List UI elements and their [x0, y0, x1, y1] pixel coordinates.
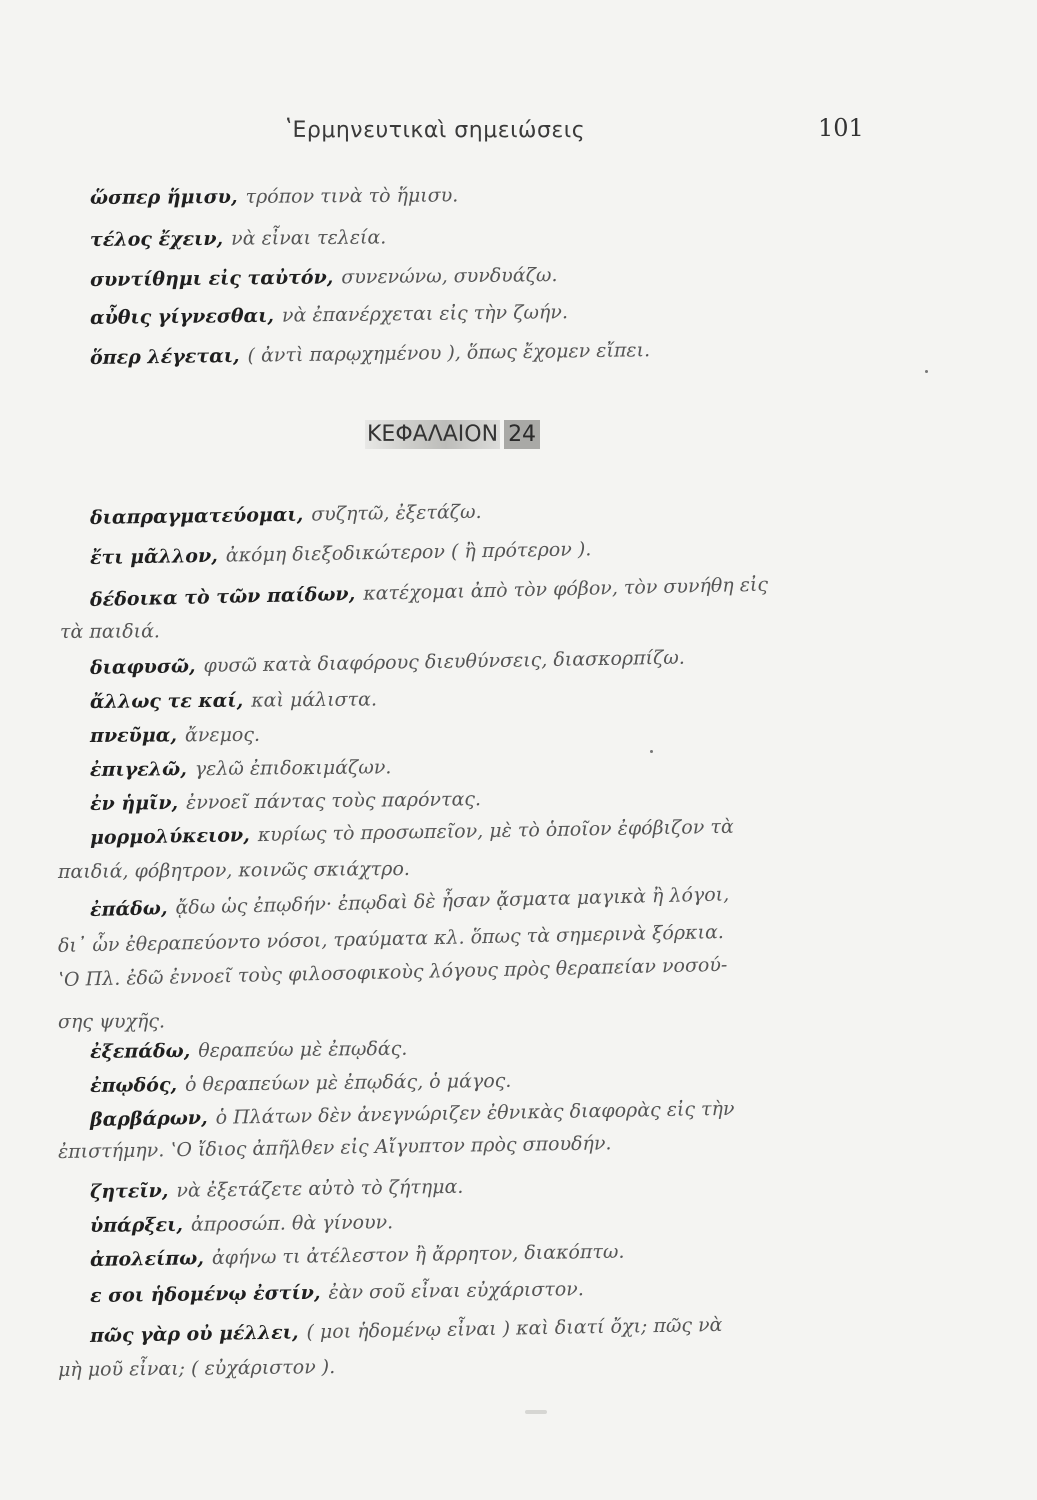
entry: ὑπάρξει, ἀπροσώπ. θὰ γίνουν. [89, 1211, 394, 1237]
entry: διαφυσῶ, φυσῶ κατὰ διαφόρους διευθύνσεις, διασκορπίζω. [89, 646, 686, 679]
entry: ἐπιγελῶ, γελῶ ἐπιδοκιμάζων. [89, 756, 392, 781]
page-number: 101 [818, 114, 864, 142]
entry: ὥσπερ ἥμισυ, τρόπον τινὰ τὸ ἥμισυ. [89, 184, 459, 209]
speck [650, 750, 653, 753]
entry-continuation: ἐπιστήμην. ʽΟ ἴδιος ἀπῆλθεν εἰς Αἴγυπτον πρὸς σπουδήν. [57, 1132, 612, 1163]
entry: πῶς γὰρ οὐ μέλλει, ( μοι ἡδομένῳ εἶναι ) καὶ διατί ὄχι; πῶς νὰ [89, 1313, 723, 1347]
entry-continuation: σης ψυχῆς. [57, 1010, 166, 1033]
entry: ἐν ἡμῖν, ἐννοεῖ πάντας τοὺς παρόντας. [89, 788, 482, 815]
entry: ἐπάδω, ᾄδω ὡς ἐπῳδήν· ἐπῳδαὶ δὲ ἦσαν ᾄσματα μαγικὰ ἢ λόγοι, [89, 883, 730, 921]
entry: ἀπολείπω, ἀφήνω τι ἀτέλεστον ἢ ἄρρητον, διακόπτω. [89, 1240, 625, 1271]
entry: διαπραγματεύομαι, συζητῶ, ἐξετάζω. [89, 500, 482, 529]
entry-continuation: μὴ μοῦ εἶναι; ( εὐχάριστον ). [57, 1356, 336, 1381]
chapter-number: 24 [504, 420, 540, 449]
entry: ἄλλως τε καί, καὶ μάλιστα. [89, 688, 378, 713]
entry: μορμολύκειον, κυρίως τὸ προσωπεῖον, μὲ τὸ ὁποῖον ἐφόβιζον τὰ [89, 815, 734, 849]
entry-continuation: δι᾽ ὧν ἐθεραπεύοντο νόσοι, τραύματα κλ. ὅπως τὰ σημερινὰ ξόρκια. [57, 921, 725, 957]
running-title: ʽΕρμηνευτικαὶ σημειώσεις [285, 118, 586, 143]
speck [525, 1410, 547, 1414]
entry-continuation: παιδιά, φόβητρον, κοινῶς σκιάχτρο. [57, 857, 410, 883]
entry: ὅπερ λέγεται, ( ἀντὶ παρῳχημένου ), ὅπως ἔχομεν εἴπει. [89, 339, 651, 369]
entry: βαρβάρων, ὁ Πλάτων δὲν ἀνεγνώριζεν ἐθνικὰς διαφορὰς εἰς τὴν [89, 1097, 735, 1131]
chapter-heading [365, 420, 540, 449]
entry-continuation: τὰ παιδιά. [59, 620, 160, 643]
entry: ἔτι μᾶλλον, ἀκόμη διεξοδικώτερον ( ἢ πρότερον ). [89, 538, 592, 569]
entry: συντίθημι εἰς ταὐτόν, συνενώνω, συνδυάζω. [89, 264, 558, 291]
entry: ἐπῳδός, ὁ θεραπεύων μὲ ἐπῳδάς, ὁ μάγος. [89, 1069, 512, 1097]
entry: πνεῦμα, ἄνεμος. [89, 723, 261, 747]
entry: ζητεῖν, νὰ ἐξετάζετε αὐτὸ τὸ ζήτημα. [89, 1175, 464, 1203]
speck [925, 370, 928, 373]
entry: ἐξεπάδω, θεραπεύω μὲ ἐπῳδάς. [89, 1037, 408, 1063]
entry: αὖθις γίγνεσθαι, νὰ ἐπανέρχεται εἰς τὴν ζωήν. [89, 301, 569, 329]
chapter-label: ΚΕΦΑΛΑΙΟΝ [367, 422, 499, 447]
entry: δέδοικα τὸ τῶν παίδων, κατέχομαι ἀπὸ τὸν φόβον, τὸν συνήθη εἰς [89, 573, 769, 611]
entry: ε σοι ἡδομένῳ ἐστίν, ἐὰν σοῦ εἶναι εὐχάριστον. [89, 1278, 584, 1307]
entry: τέλος ἔχειν, νὰ εἶναι τελεία. [89, 226, 387, 251]
entry-continuation: ʽΟ Πλ. ἐδῶ ἐννοεῖ τοὺς φιλοσοφικοὺς λόγους πρὸς θεραπείαν νοσού- [57, 953, 728, 991]
